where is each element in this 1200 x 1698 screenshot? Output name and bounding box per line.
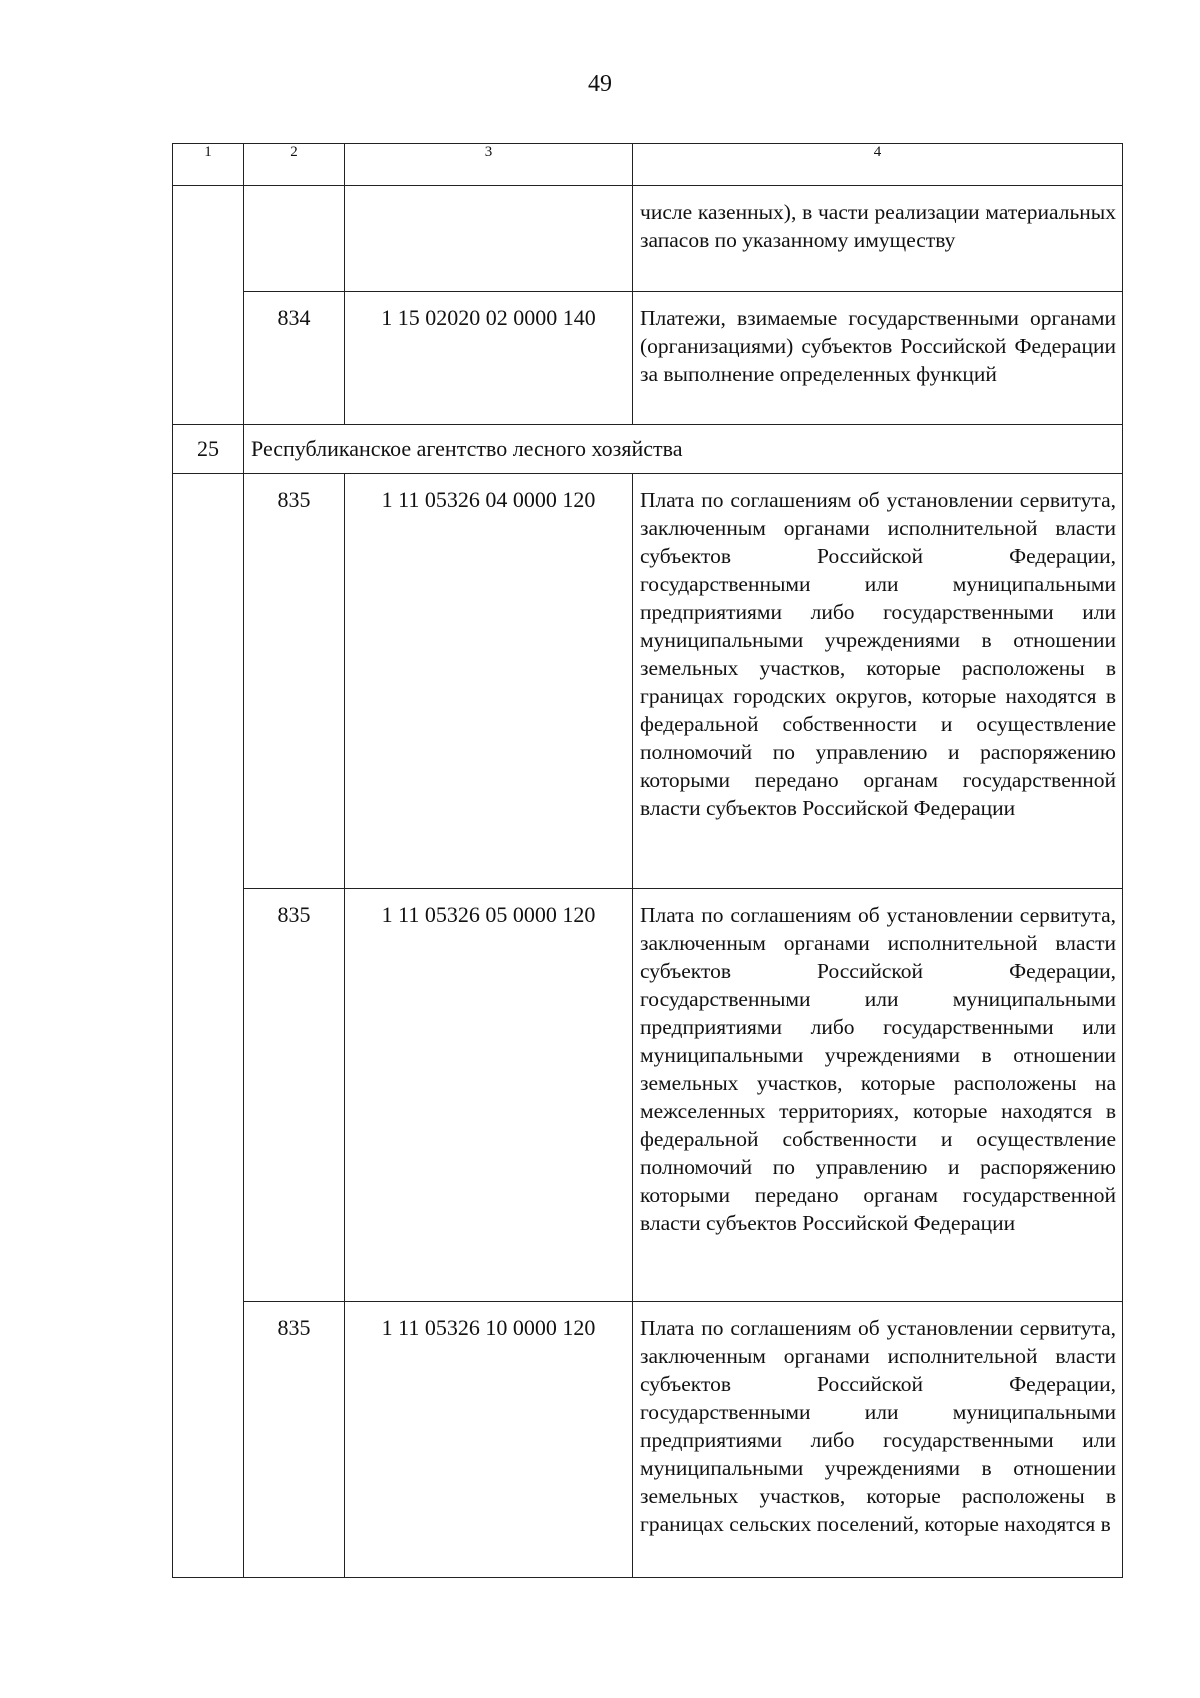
budget-code-cell: 1 11 05326 04 0000 120	[345, 474, 633, 889]
table-header-row	[173, 144, 1123, 186]
revenue-codes-table	[172, 143, 1123, 1578]
budget-code-cell: 1 15 02020 02 0000 140	[345, 292, 633, 425]
agency-name: Республиканское агентство лесного хозяйства	[244, 425, 1123, 474]
admin-code-cell: 835	[244, 1302, 345, 1578]
table-row	[173, 889, 1123, 1302]
budget-code-cell: 1 11 05326 05 0000 120	[345, 889, 633, 1302]
agency-number-cell	[173, 186, 244, 425]
table-row	[173, 292, 1123, 425]
page-number: 49	[588, 71, 612, 97]
description-cell: числе казенных), в части реализации материальных запасов по указанному имуществу	[633, 186, 1123, 292]
admin-code-cell: 835	[244, 889, 345, 1302]
agency-number-cell	[173, 474, 244, 1578]
budget-code-cell: 1 11 05326 10 0000 120	[345, 1302, 633, 1578]
description-cell: Плата по соглашениям об установлении сервитута, заключенным органами исполнительной власти субъектов Российской Федерации, государственными или муниципальными предприятиями либо государственными или муниципальными учреждениями в отношении земельных участков, которые расположены в границах городских округов, которые находятся в федеральной собственности и осуществление полномочий по управлению и распоряжению которыми передано органам государственной власти субъектов Российской Федерации	[633, 474, 1123, 889]
table-row	[173, 474, 1123, 889]
agency-number: 25	[173, 425, 244, 474]
description-cell: Платежи, взимаемые государственными органами (организациями) субъектов Российской Федерации за выполнение определенных функций	[633, 292, 1123, 425]
admin-code-cell: 835	[244, 474, 345, 889]
column-header-2: 2	[244, 144, 345, 186]
agency-row	[173, 425, 1123, 474]
description-cell: Плата по соглашениям об установлении сервитута, заключенным органами исполнительной власти субъектов Российской Федерации, государственными или муниципальными предприятиями либо государственными или муниципальными учреждениями в отношении земельных участков, которые расположены на межселенных территориях, которые находятся в федеральной собственности и осуществление полномочий по управлению и распоряжению которыми передано органам государственной власти субъектов Российской Федерации	[633, 889, 1123, 1302]
column-header-3: 3	[345, 144, 633, 186]
table-row	[173, 1302, 1123, 1578]
admin-code-cell: 834	[244, 292, 345, 425]
table-row	[173, 186, 1123, 292]
admin-code-cell	[244, 186, 345, 292]
description-cell: Плата по соглашениям об установлении сервитута, заключенным органами исполнительной власти субъектов Российской Федерации, государственными или муниципальными предприятиями либо государственными или муниципальными учреждениями в отношении земельных участков, которые расположены в границах сельских поселений, которые находятся в	[633, 1302, 1123, 1578]
column-header-4: 4	[633, 144, 1123, 186]
column-header-1: 1	[173, 144, 244, 186]
budget-code-cell	[345, 186, 633, 292]
